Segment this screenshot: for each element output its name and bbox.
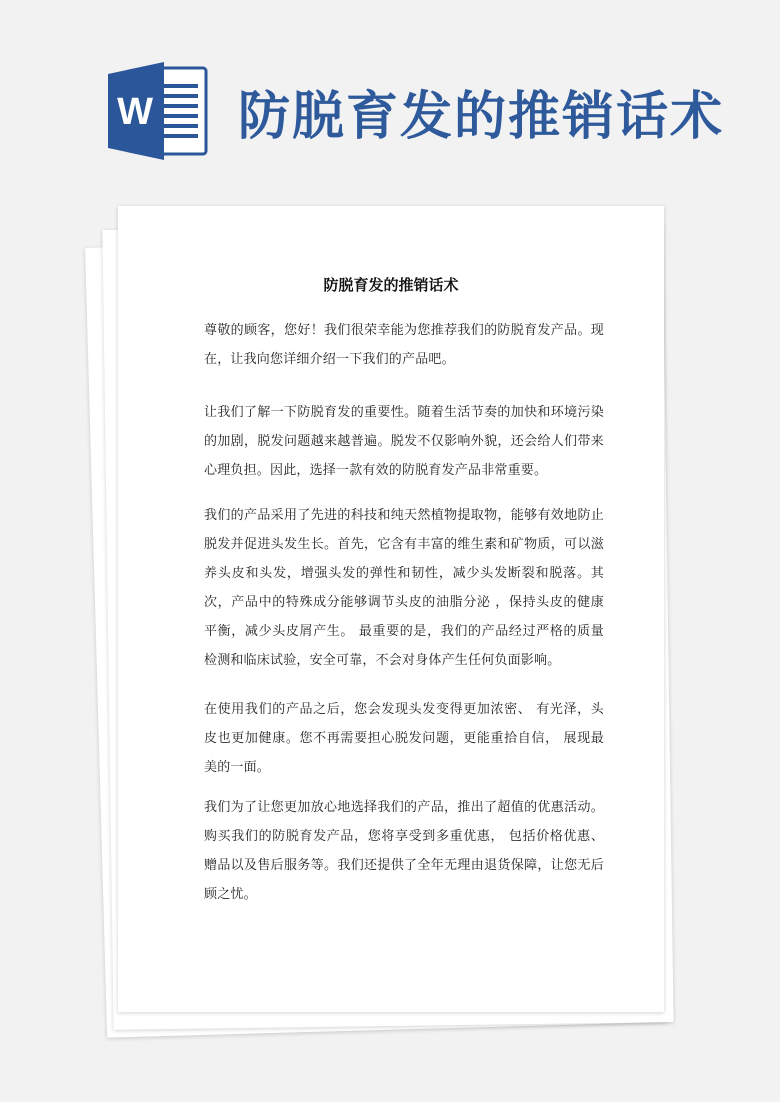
word-icon xyxy=(108,62,208,160)
header xyxy=(0,0,780,200)
page-title: 防脱育发的推销话术 xyxy=(238,87,725,147)
paragraph-product: 我们的产品采用了先进的科技和纯天然植物提取物，能够有效地防止脱发并促进头发生长。首先，它含有丰富的维生素和矿物质，可以滋养头皮和头发，增强头发的弹性和韧性，减少头发断裂和脱落。其次，产品中的特殊成分能够调节头皮的油脂分泌 ，保持头皮的健康平衡，减少头皮屑产生。 最重要的是，我们的产品经过严格的质量检测和临床试验，安全可靠，不会对身体产生任何负面影响。 xyxy=(204,508,604,668)
paragraph-results: 在使用我们的产品之后，您会发现头发变得更加浓密、 有光泽，头皮也更加健康。您不再需要担心脱发问题，更能重拾自信， 展现最美的一面。 xyxy=(204,702,604,775)
paragraph-offer: 我们为了让您更加放心地选择我们的产品，推出了超值的优惠活动。购买我们的防脱育发产品，您将享受到多重优惠， 包括价格优惠、赠品以及售后服务等。我们还提供了全年无理由退货保障，让您无后顾之忧。 xyxy=(204,800,604,902)
paragraph-importance: 让我们了解一下防脱育发的重要性。随着生活节奏的加快和环境污染的加剧，脱发问题越来越普遍。脱发不仅影响外貌，还会给人们带来心理负担。因此，选择一款有效的防脱育发产品非常重要。 xyxy=(204,405,604,478)
document-title: 防脱育发的推销话术 xyxy=(323,276,459,294)
word-logo-letter: W xyxy=(117,91,153,133)
document-page xyxy=(118,206,664,1012)
paragraph-greeting: 尊敬的顾客，您好！我们很荣幸能为您推荐我们的防脱育发产品。现在，让我向您详细介绍一下我们的产品吧。 xyxy=(204,323,604,367)
